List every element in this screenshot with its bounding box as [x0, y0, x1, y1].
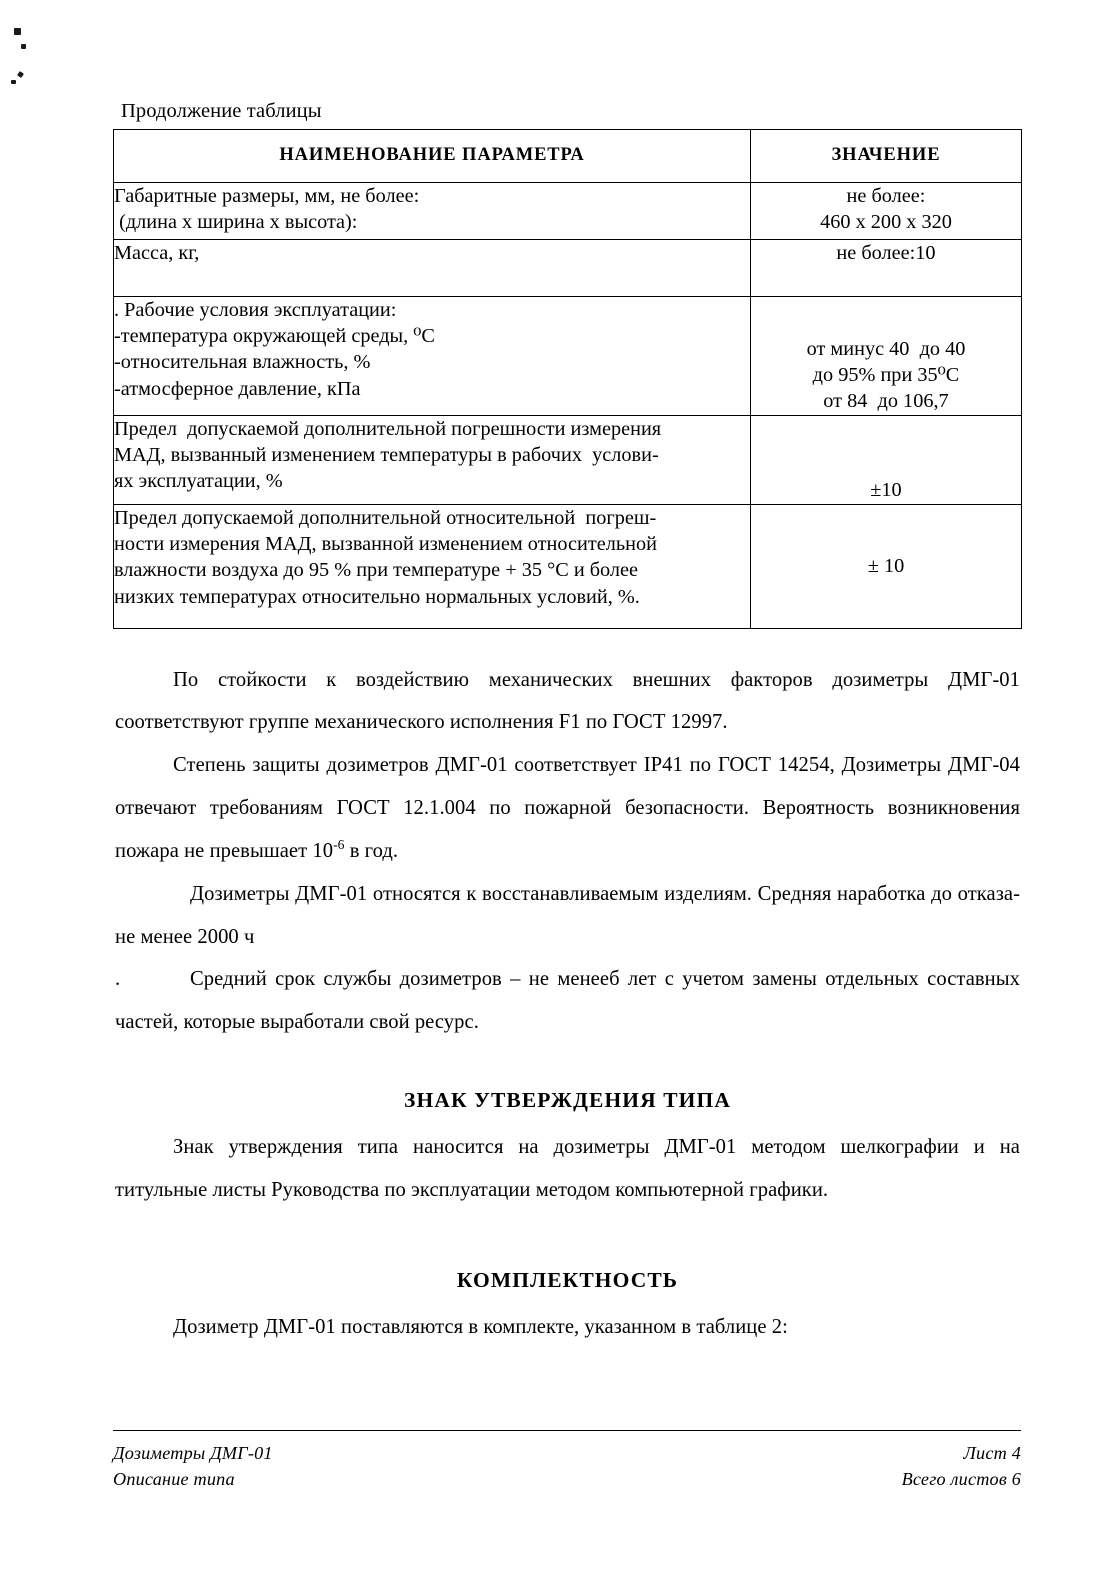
paragraph-mechanical-resistance: По стойкости к воздействию механических внешних факторов дозиметры ДМГ-01 соответствуют группе механического исполнения F1 по ГОСТ 12997.: [115, 668, 1020, 734]
footer-line-1: [113, 1440, 1021, 1466]
text-line: низких температурах относительно нормальных условий, %.: [114, 585, 640, 608]
text-line: (длина х ширина х высота):: [114, 211, 358, 233]
text-line: не более:: [846, 184, 926, 207]
text-line: не более:10: [836, 241, 936, 264]
column-header-parameter: НАИМЕНОВАНИЕ ПАРАМЕТРА: [114, 129, 751, 182]
cell-parameter-name: [114, 182, 751, 239]
table-row: [114, 415, 1022, 504]
page-footer: [113, 1430, 1021, 1493]
text-line: ях эксплуатации, %: [114, 470, 283, 493]
footer-sheet-number: Лист 4: [963, 1443, 1021, 1463]
paragraph-completeness: Дозиметр ДМГ-01 поставляются в комплекте, указанном в таблице 2:: [173, 1315, 788, 1338]
text-run: Средний срок службы дозиметров – не менееб лет с учетом замены отдельных составных частей, которые выработали свой ресурс.: [115, 968, 1020, 1034]
footer-document-title: Дозиметры ДМГ-01: [113, 1443, 273, 1463]
text-line: до 95% при 35⁰С: [812, 363, 960, 386]
heading-completeness: КОМПЛЕКТНОСТЬ: [456, 1267, 679, 1292]
table-header-row: [114, 129, 1022, 182]
text-line: -температура окружающей среды, ⁰С: [114, 325, 435, 347]
text-line: Масса, кг,: [114, 241, 200, 264]
text-run: Степень защиты дозиметров ДМГ-01 соответствует IP41 по ГОСТ 14254, Дозиметры ДМГ-04 отвечают требованиям ГОСТ 12.1.004 по пожарной безопасности. Вероятность возникновения пожара не превышает 10: [115, 754, 1020, 862]
footer-total-sheets: Всего листов 6: [901, 1469, 1021, 1490]
table-row: [114, 504, 1022, 628]
cell-parameter-name: [114, 504, 751, 628]
text-line: -атмосферное давление, кПа: [114, 377, 361, 400]
footer-divider: [113, 1430, 1021, 1431]
body-text: [113, 659, 1021, 1349]
paragraph-repairable-products: Дозиметры ДМГ-01 относятся к восстанавливаемым изделиям. Средняя наработка до отказа- не менее 2000 ч: [115, 882, 1020, 948]
table-caption: Продолжение таблицы: [121, 100, 322, 122]
table-row: [114, 182, 1022, 239]
text-line: 460 х 200 х 320: [820, 211, 952, 233]
stray-dot-marker: .: [115, 968, 121, 991]
text-line: влажности воздуха до 95 % при температуре + 35 °С и более: [114, 559, 639, 582]
text-run: в год.: [344, 839, 399, 862]
text-line: . Рабочие условия эксплуатации:: [114, 298, 397, 321]
footer-line-2: [113, 1466, 1021, 1492]
scan-speckle-icon: [21, 44, 26, 49]
cell-parameter-value: [751, 504, 1022, 628]
cell-parameter-name: [114, 415, 751, 504]
heading-type-approval-mark: ЗНАК УТВЕРЖДЕНИЯ ТИПА: [404, 1088, 731, 1113]
exponent: -6: [333, 837, 345, 853]
column-header-value: ЗНАЧЕНИЕ: [751, 129, 1022, 182]
text-line: от минус 40 до 40: [806, 337, 966, 360]
parameters-table: [113, 129, 1022, 629]
text-line: Габаритные размеры, мм, не более:: [114, 184, 420, 207]
scan-speckle-icon: [17, 71, 24, 78]
cell-parameter-value: [751, 239, 1022, 296]
text-line: Предел допускаемой дополнительной относительной погреш-: [114, 506, 657, 529]
cell-parameter-value: [751, 415, 1022, 504]
text-line: от 84 до 106,7: [823, 390, 949, 413]
text-line: ±10: [870, 479, 902, 502]
cell-parameter-name: [114, 296, 751, 415]
paragraph-service-life: [115, 958, 1020, 1044]
scan-speckle-icon: [14, 28, 21, 35]
text-line: -относительная влажность, %: [114, 351, 371, 374]
paragraph-type-approval-mark: Знак утверждения типа наносится на дозиметры ДМГ-01 методом шелкографии и на титульные листы Руководства по эксплуатации методом компьютерной графики.: [115, 1136, 1020, 1201]
text-line: ± 10: [867, 554, 905, 577]
scan-speckle-icon: [11, 80, 16, 84]
page-content: [113, 0, 1021, 1589]
cell-parameter-value: [751, 296, 1022, 415]
table-row: [114, 239, 1022, 296]
cell-parameter-value: [751, 182, 1022, 239]
text-line: Предел допускаемой дополнительной погрешности измерения: [114, 417, 662, 440]
cell-parameter-name: [114, 239, 751, 296]
footer-document-subtitle: Описание типа: [113, 1469, 235, 1490]
text-line: ности измерения МАД, вызванной изменением относительной: [114, 533, 657, 555]
text-line: МАД, вызванный изменением температуры в рабочих услови-: [114, 444, 659, 466]
paragraph-protection-degree: [115, 744, 1020, 872]
table-row: [114, 296, 1022, 415]
